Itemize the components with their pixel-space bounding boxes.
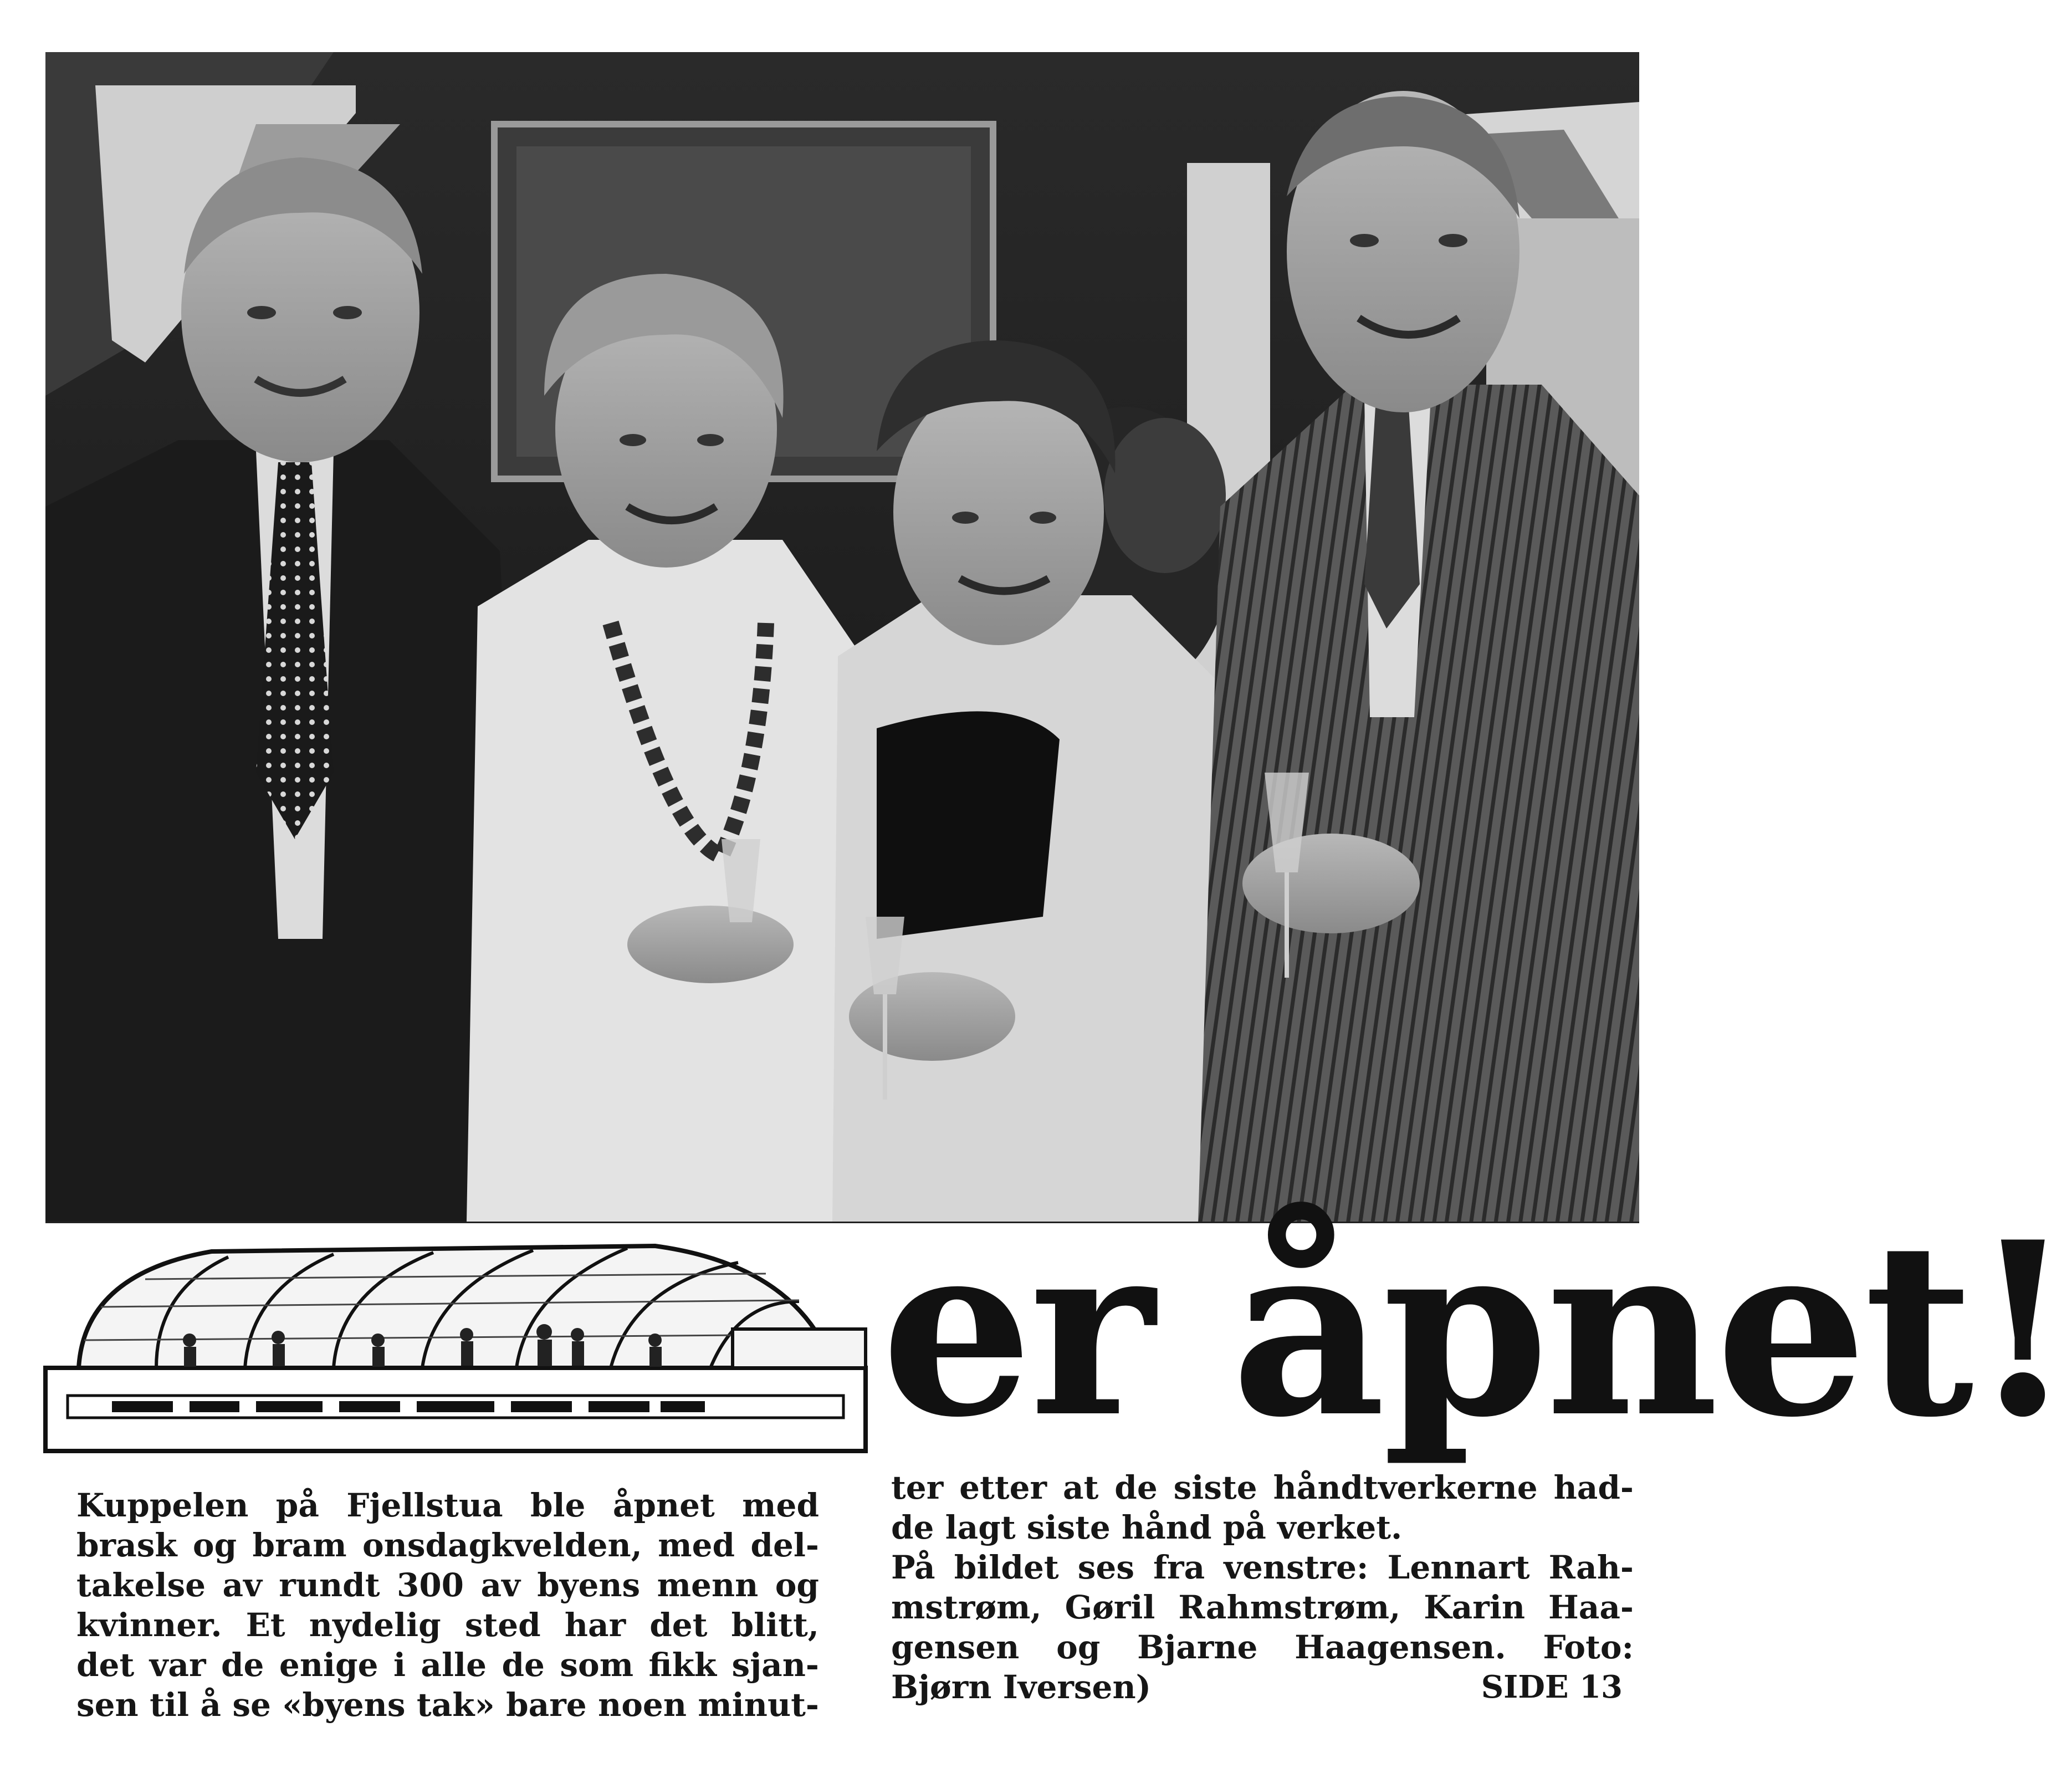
caption-left-column [76,1485,819,1725]
caption-line: sen til å se «byens tak» bare noen minut- [76,1686,819,1724]
caption-line: de lagt siste hånd på verket. [891,1509,1403,1546]
caption-line: Kuppelen på Fjellstua ble åpnet med [76,1486,819,1524]
caption-line: brask og bram onsdagkvelden, med del- [76,1526,819,1564]
caption-line: På bildet ses fra venstre: Lennart Rah- [891,1549,1634,1586]
caption-line: takelse av rundt 300 av byens menn og [76,1566,819,1604]
page-reference: SIDE 13 [1481,1669,1623,1705]
caption-line: det var de enige i alle de som fikk sjan- [76,1646,819,1684]
headline: er åpnet! [881,1190,2072,1470]
dome-building-illustration [45,1229,866,1451]
group-photo [45,52,1639,1222]
caption-line: kvinner. Et nydelig sted har det blitt, [76,1606,819,1644]
caption-line: Bjørn Iversen) [891,1668,1152,1706]
caption-line: gensen og Bjarne Haagensen. Foto: [891,1628,1634,1666]
caption-line: mstrøm, Gøril Rahmstrøm, Karin Haa- [891,1588,1634,1626]
caption-line: ter etter at de siste håndtverkerne had- [891,1469,1634,1506]
dome-illustration [45,1229,866,1451]
group-portrait-photo [45,52,1639,1222]
